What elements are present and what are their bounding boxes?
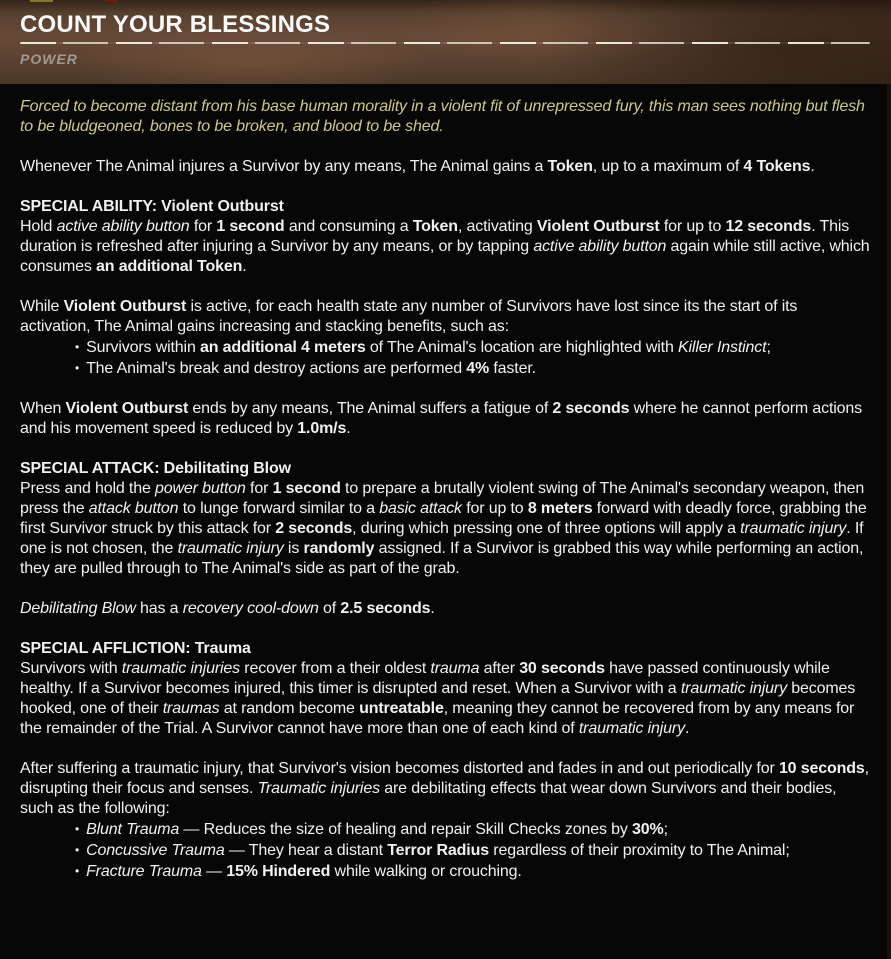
panel-right-edge: [887, 84, 891, 959]
bullet-item: • The Animal's break and destroy actions are performed 4% faster.: [75, 360, 536, 377]
bullet-glyph: •: [75, 361, 80, 375]
top-olive-sliver: [30, 0, 53, 2]
paragraph: Forced to become distant from his base human morality in a violent fit of unrepressed fury, this man sees nothing but flesh to be bludgeoned, bones to be broken, and blood to be shed.: [20, 98, 865, 135]
bullet-glyph: •: [75, 864, 80, 878]
bullet-glyph: •: [75, 822, 80, 836]
paragraph: Survivors with traumatic injuries recover from a their oldest trauma after 30 seconds have passed continuously while healthy. If a Survivor becomes injured, this timer is disrupted and reset. When a Survivor with a traumatic injury becomes hooked, one of their traumas at random become untreatable, meaning they cannot be recovered from by any means for the remainder of the Trial. A Survivor cannot have more than one of each kind of traumatic injury.: [20, 660, 856, 737]
bullet-list: [20, 337, 871, 379]
paragraph: Debilitating Blow has a recovery cool-down of 2.5 seconds.: [20, 600, 435, 617]
paragraph: Press and hold the power button for 1 second to prepare a brutally violent swing of The Animal's secondary weapon, then press the attack button to lunge forward similar to a basic attack for up to 8 meters forward with deadly force, grabbing the first Survivor struck by this attack for 2 seconds, during which pressing one of three options will apply a traumatic injury. If one is not chosen, the traumatic injury is randomly assigned. If a Survivor is grabbed this way while performing an action, they are pulled through to The Animal's side as part of the grab.: [20, 480, 867, 577]
bullet-glyph: •: [75, 843, 80, 857]
power-title: COUNT YOUR BLESSINGS: [20, 11, 331, 38]
power-subtitle: POWER: [20, 51, 78, 67]
paragraph: Hold active ability button for 1 second and consuming a Token, activating Violent Outburst for up to 12 seconds. This duration is refreshed after injuring a Survivor by any means, or by tapping active ability button again while still active, which consumes an additional Token.: [20, 218, 870, 275]
paragraph: While Violent Outburst is active, for each health state any number of Survivors have lost since its the start of its activation, The Animal gains increasing and stacking benefits, such as:: [20, 298, 798, 335]
paragraph: After suffering a traumatic injury, that Survivor's vision becomes distorted and fades in and out periodically for 10 seconds, disrupting their focus and senses. Traumatic injuries are debilitating effects that wear down Survivors and their bodies, such as the following:: [20, 760, 869, 817]
bullet-glyph: •: [75, 340, 80, 354]
power-header: [0, 0, 891, 84]
bullet-item: • Fracture Trauma — 15% Hindered while walking or crouching.: [75, 863, 522, 880]
bullet-item: • Blunt Trauma — Reduces the size of healing and repair Skill Checks zones by 30%;: [75, 821, 668, 838]
header-divider: [20, 42, 870, 44]
bullet-item: • Concussive Trauma — They hear a distant Terror Radius regardless of their proximity to The Animal;: [75, 842, 790, 859]
bullet-list: [20, 819, 871, 882]
section-heading: SPECIAL AFFLICTION: Trauma: [20, 640, 251, 657]
section-heading: SPECIAL ABILITY: Violent Outburst: [20, 198, 284, 215]
bullet-item: • Survivors within an additional 4 meters of The Animal's location are highlighted with Killer Instinct;: [75, 339, 771, 356]
paragraph: When Violent Outburst ends by any means, The Animal suffers a fatigue of 2 seconds where he cannot perform actions and his movement speed is reduced by 1.0m/s.: [20, 400, 863, 437]
top-red-sliver: [105, 0, 118, 2]
power-description: [0, 84, 891, 882]
section-heading: SPECIAL ATTACK: Debilitating Blow: [20, 460, 291, 477]
paragraph: Whenever The Animal injures a Survivor by any means, The Animal gains a Token, up to a maximum of 4 Tokens.: [20, 158, 815, 175]
